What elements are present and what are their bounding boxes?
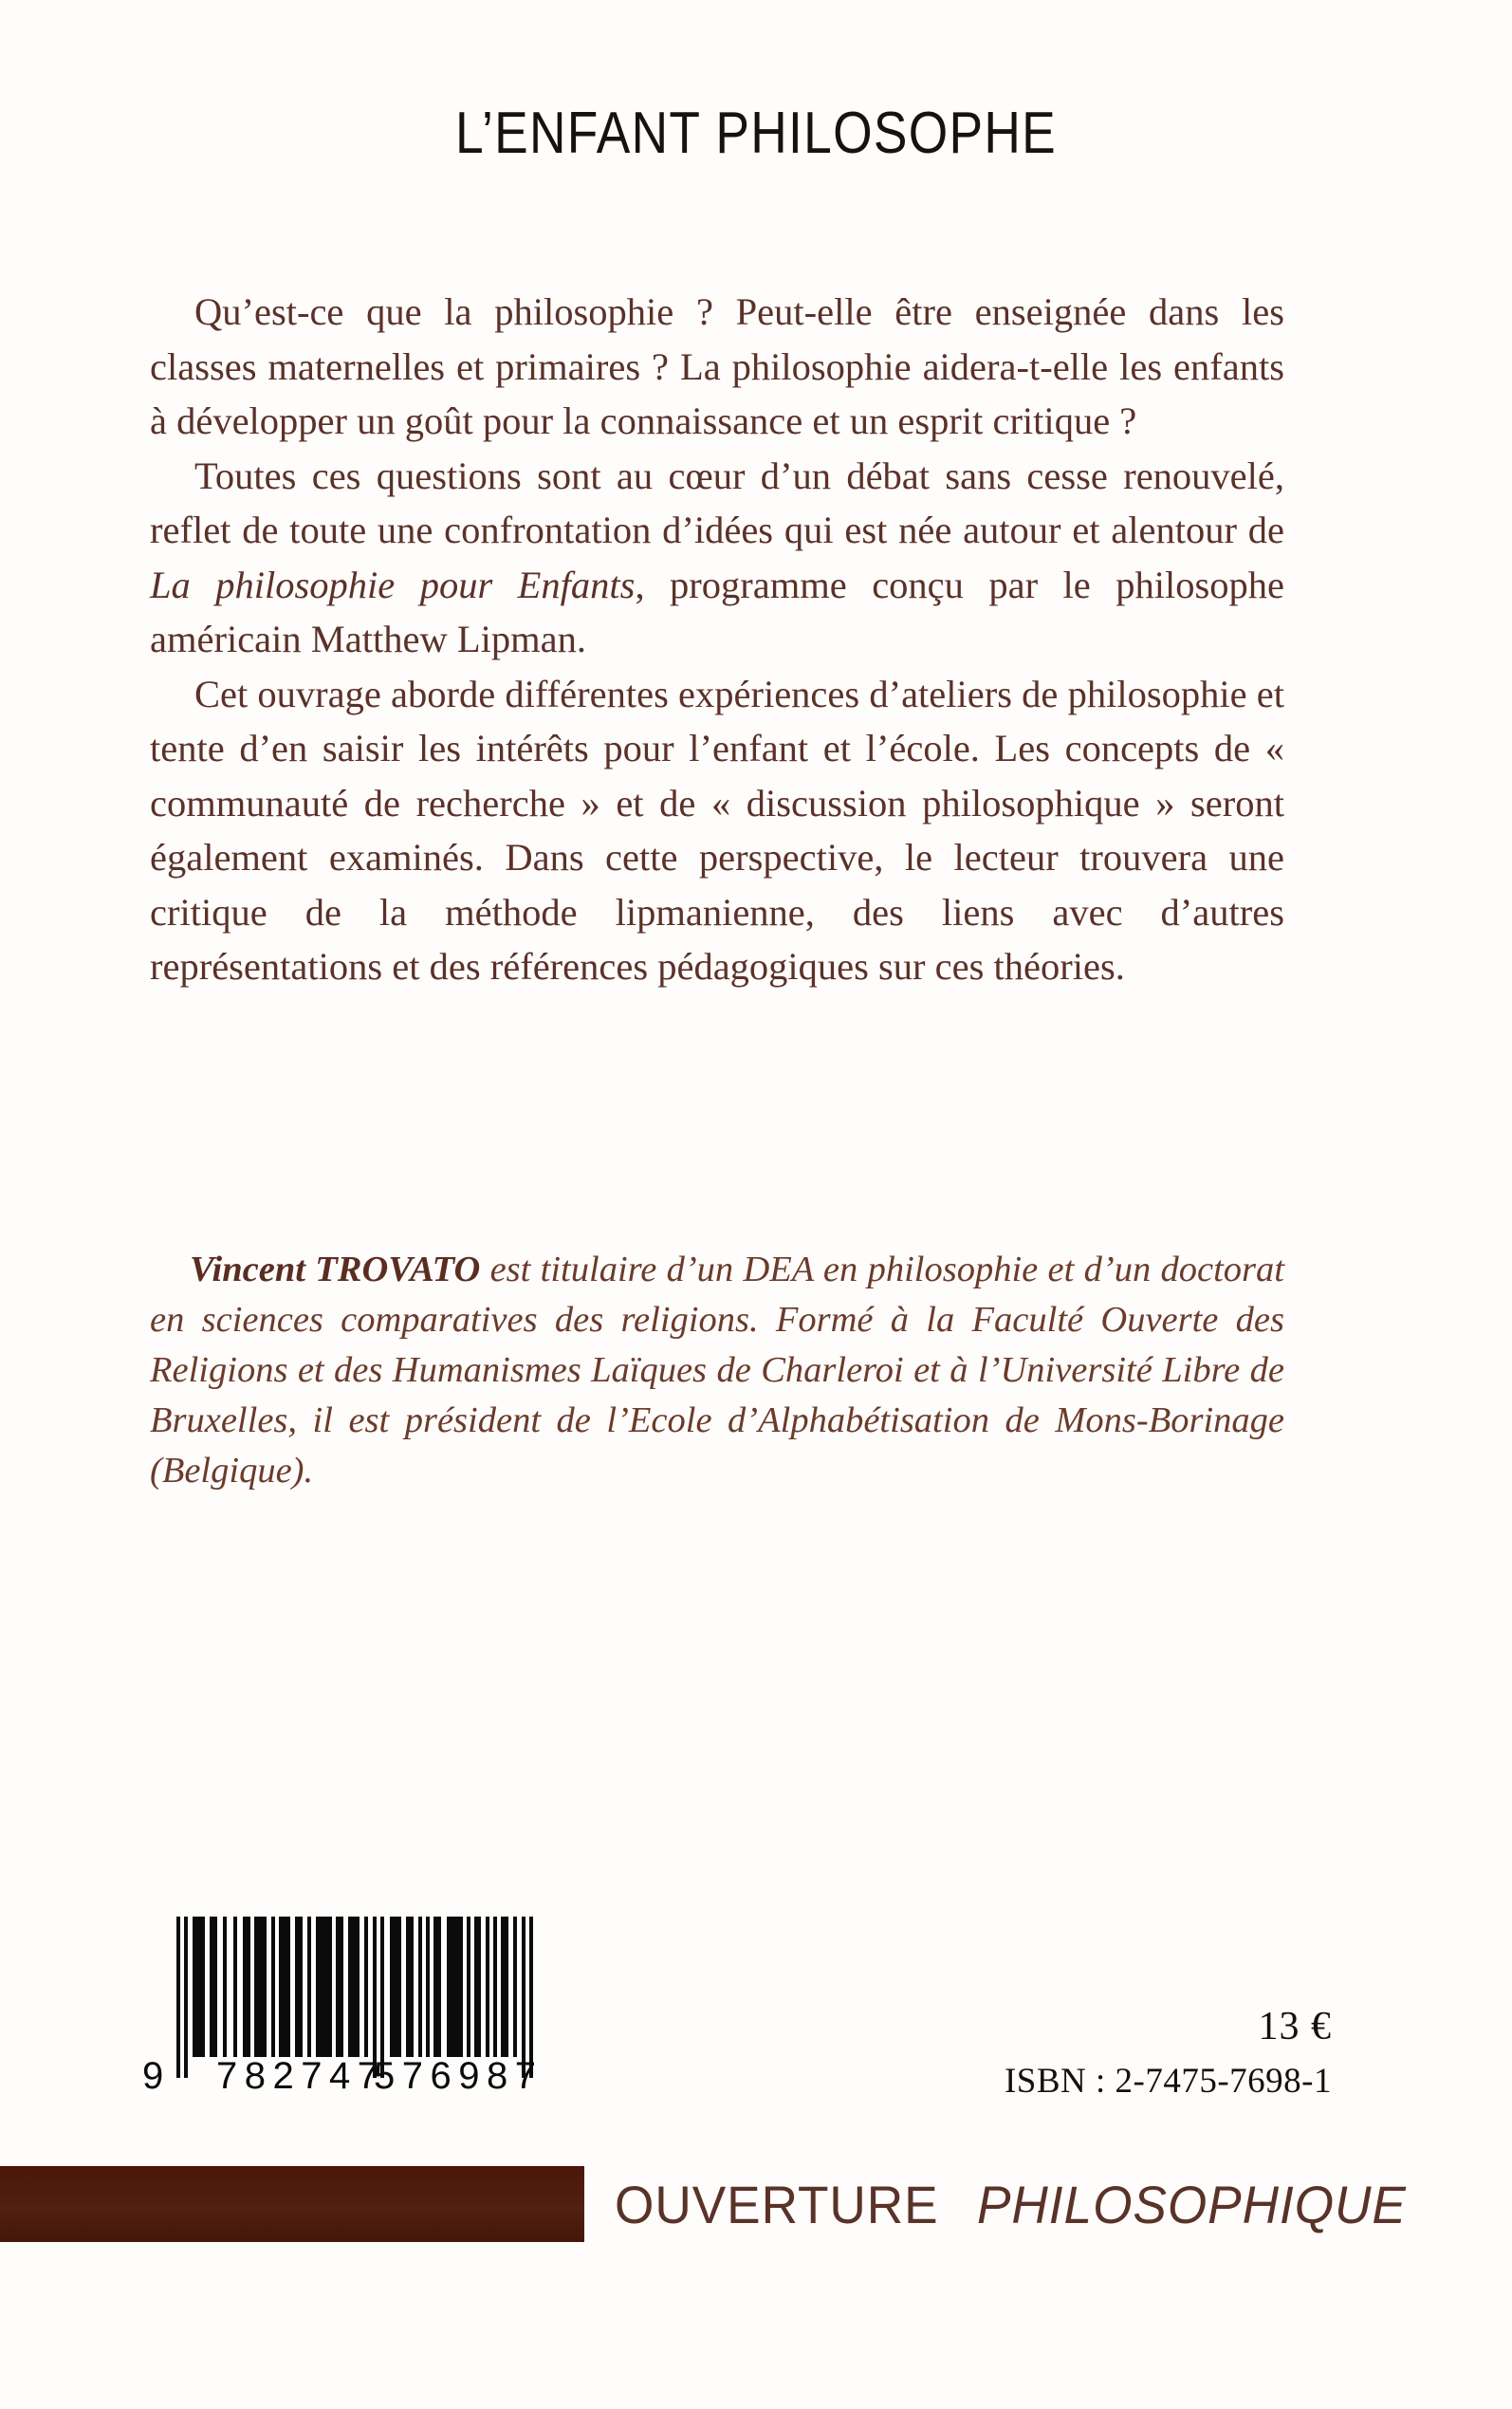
price-label: 13 € xyxy=(1258,2005,1332,2048)
barcode-digits xyxy=(142,2055,544,2099)
barcode-digits-right-group: 576987 xyxy=(374,2055,544,2097)
blurb-paragraph-2-tail: , programme conçu par le philosophe américain Matthew Lipman. xyxy=(150,563,1284,660)
barcode-bars xyxy=(176,1917,537,2057)
collection-word-ouverture: OUVERTURE xyxy=(615,2174,939,2234)
blurb-paragraph-3: Cet ouvrage aborde différentes expériences d’ateliers de philosophie et tente d’en saisir les intérêts pour l’enfant et l’école. Les concepts de « communauté de recherche » et de « discussion philosophique » seront également examinés. Dans cette perspective, le lecteur trouvera une critique de la méthode lipmanienne, des liens avec d’autres représentations et des références pédagogiques sur ces théories. xyxy=(150,672,1284,988)
isbn-label: ISBN : 2-7475-7698-1 xyxy=(1004,2062,1332,2101)
barcode-digit-prefix: 9 xyxy=(142,2055,166,2097)
collection-name xyxy=(615,2165,1429,2243)
blurb-text xyxy=(150,285,1284,994)
author-bio-paragraph xyxy=(150,1245,1284,1496)
author-name: Vincent TROVATO xyxy=(190,1250,481,1289)
collection-word-philosophique: PHILOSOPHIQUE xyxy=(976,2174,1407,2234)
footer-color-bar xyxy=(0,2166,584,2242)
author-bio-text: est titulaire d’un DEA en philosophie et d’un doctorat en sciences comparatives des religions. Formé à la Faculté Ouverte des Religions et des Humanismes Laïques de Charleroi et à l’Université Libre de Bruxelles, il est président de l’Ecole d’Alphabétisation de Mons-Borinage (Belgique). xyxy=(150,1250,1284,1491)
blurb-paragraph-2-lead: Toutes ces questions sont au cœur d’un débat sans cesse renouvelé, reflet de toute une confrontation d’idées qui est née autour et alentour de xyxy=(150,454,1284,551)
blurb-paragraph-1: Qu’est-ce que la philosophie ? Peut-elle être enseignée dans les classes maternelles et primaires ? La philosophie aidera-t-elle les enfants à développer un goût pour la connaissance et un esprit critique ? xyxy=(150,290,1284,442)
author-bio xyxy=(150,1245,1284,1496)
cited-work-title: La philosophie pour Enfants xyxy=(150,563,636,606)
barcode xyxy=(142,1917,546,2099)
blurb-paragraph-2 xyxy=(150,449,1284,667)
barcode-digits-left-group: 782747 xyxy=(216,2055,386,2097)
page-title: L’ENFANT PHILOSOPHE xyxy=(455,101,1057,166)
